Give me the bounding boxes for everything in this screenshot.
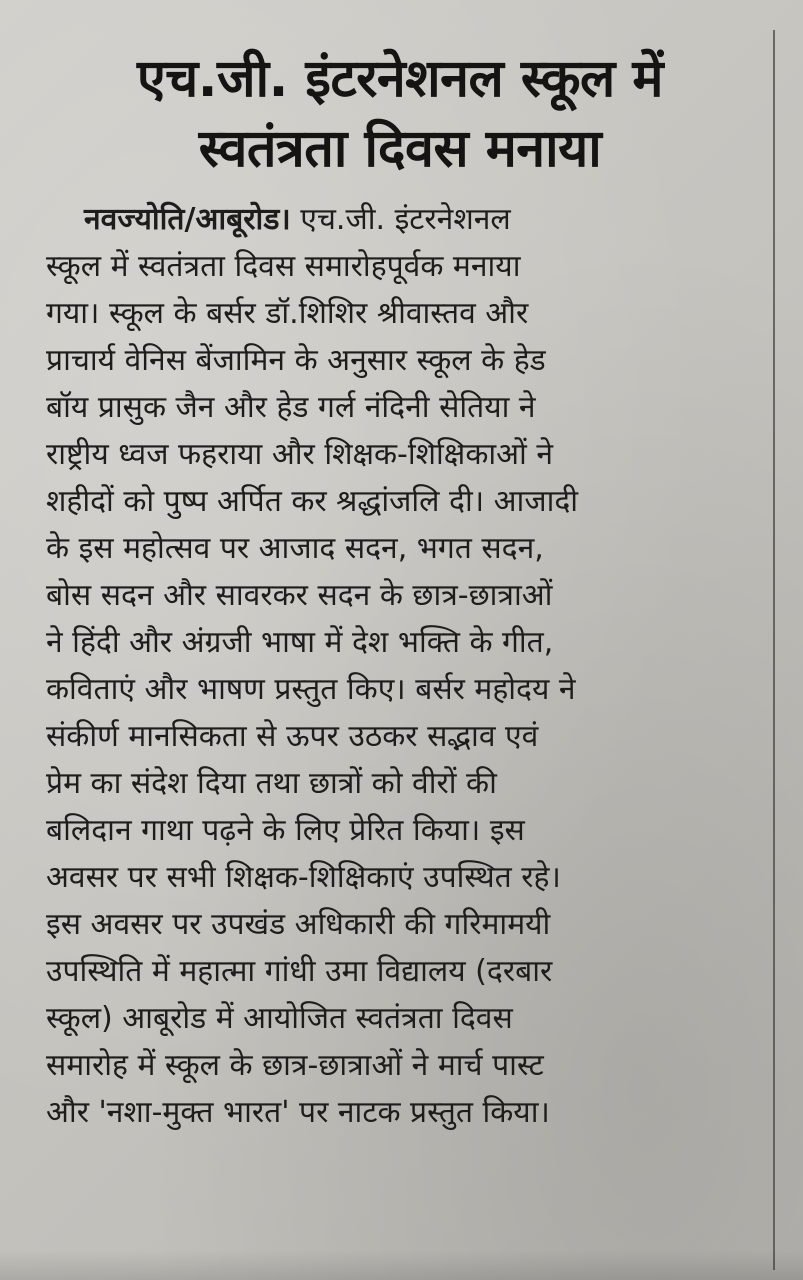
article-line: इस अवसर पर उपखंड अधिकारी की गरिमामयी [46,907,551,942]
article-line: के इस महोत्सव पर आजाद सदन, भगत सदन, [46,531,544,566]
article-line: बलिदान गाथा पढ़ने के लिए प्रेरित किया। इस [46,813,525,848]
headline [30,44,770,184]
article-body [46,196,770,1136]
article-line: बोस सदन और सावरकर सदन के छात्र-छात्राओं [46,578,553,613]
article-line: गया। स्कूल के बर्सर डॉ.शिशिर श्रीवास्तव और [46,296,529,331]
article-line: और 'नशा-मुक्त भारत' पर नाटक प्रस्तुत किया। [46,1095,550,1130]
article-line: कविताएं और भाषण प्रस्तुत किए। बर्सर महोदय ने [46,672,576,707]
paper-shadow [0,1250,803,1280]
article-line-text: एच.जी. इंटरनेशनल [290,202,511,237]
dateline: नवज्योति/आबूरोड। [84,202,291,237]
article-line: प्रेम का संदेश दिया तथा छात्रों को वीरों की [46,766,497,801]
article-line: राष्ट्रीय ध्वज फहराया और शिक्षक-शिक्षिकाओं ने [46,437,553,472]
article-line: समारोह में स्कूल के छात्र-छात्राओं ने मार्च पास्ट [46,1048,544,1083]
article-line: शहीदों को पुष्प अर्पित कर श्रद्धांजलि दी। आजादी [46,484,579,519]
article-line: अवसर पर सभी शिक्षक-शिक्षिकाएं उपस्थित रहे। [46,860,561,895]
column-rule [773,30,775,1270]
article-line: स्कूल में स्वतंत्रता दिवस समारोहपूर्वक मनाया [46,249,521,284]
headline-line-2: स्वतंत्रता दिवस मनाया [198,119,602,179]
headline-line-1: एच.जी. इंटरनेशनल स्कूल में [136,49,663,109]
article-line [46,196,770,243]
article-line: प्राचार्य वेनिस बेंजामिन के अनुसार स्कूल के हेड [46,343,546,378]
article-line: बॉय प्रासुक जैन और हेड गर्ल नंदिनी सेतिया ने [46,390,536,425]
article-line: ने हिंदी और अंग्रजी भाषा में देश भक्ति के गीत, [46,625,554,660]
article-line: संकीर्ण मानसिकता से ऊपर उठकर सद्भाव एवं [46,719,539,754]
article-line: स्कूल) आबूरोड में आयोजित स्वतंत्रता दिवस [46,1001,513,1036]
article-line: उपस्थिति में महात्मा गांधी उमा विद्यालय (दरबार [46,954,553,989]
